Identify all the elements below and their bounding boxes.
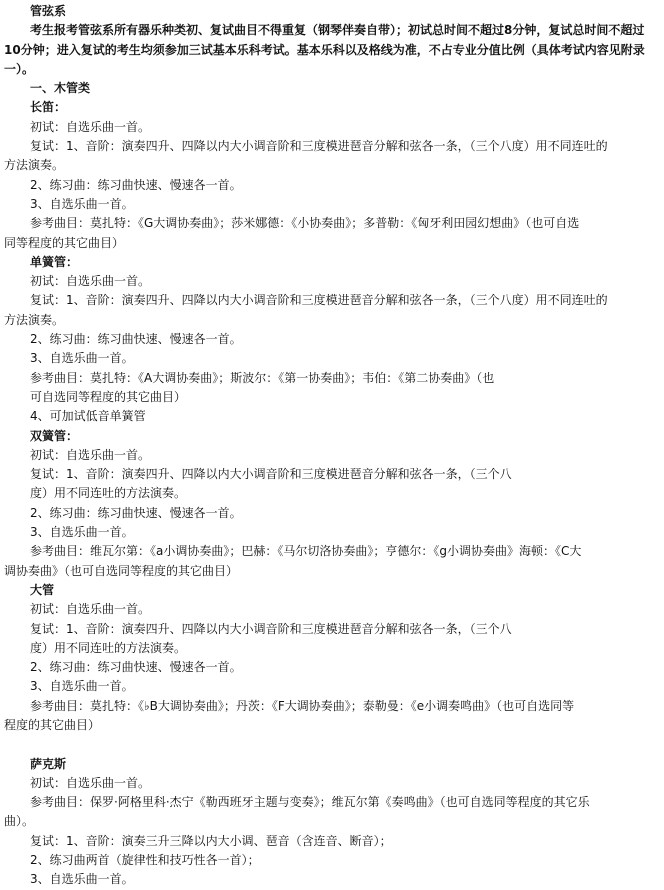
clarinet-piece: 3、自选乐曲一首。 bbox=[30, 351, 134, 366]
bassoon-repertoire-cont: 程度的其它曲目） bbox=[4, 717, 101, 732]
oboe-retest-scales-cont: 度）用不同连吐的方法演奏。 bbox=[30, 486, 187, 501]
oboe-prelim: 初试：自选乐曲一首。 bbox=[30, 447, 151, 462]
flute-heading: 长笛： bbox=[30, 100, 67, 115]
sax-heading: 萨克斯 bbox=[30, 756, 67, 771]
oboe-repertoire-cont: 调协奏曲》（也可自选同等程度的其它曲目） bbox=[4, 563, 239, 578]
clarinet-retest-scales: 复试：1、音阶：演奏四升、四降以内大小调音阶和三度模进琶音分解和弦各一条，（三个八度）用不同连吐的 bbox=[30, 293, 608, 308]
flute-piece: 3、自选乐曲一首。 bbox=[30, 196, 134, 211]
intro-paragraph: 考生报考管弦系所有器乐种类初、复试曲目不得重复（钢琴伴奏自带）；初试总时间不超过8分钟，复试总时间不超过10分钟；进入复试的考生均须参加三试基本乐科考试。基本乐科以及格线为准，不占专业分值比例（具体考试内容见附录一）。 bbox=[4, 23, 645, 76]
clarinet-repertoire: 参考曲目：莫扎特：《A大调协奏曲》；斯波尔：《第一协奏曲》；韦伯：《第二协奏曲》（也 bbox=[30, 370, 495, 385]
oboe-heading: 双簧管： bbox=[30, 428, 79, 443]
bassoon-etude: 2、练习曲：练习曲快速、慢速各一首。 bbox=[30, 660, 242, 675]
sax-piece: 3、自选乐曲一首。 bbox=[30, 872, 134, 887]
spacer bbox=[4, 735, 658, 754]
oboe-repertoire: 参考曲目：维瓦尔第：《a小调协奏曲》；巴赫：《马尔切洛协奏曲》；亨德尔：《g小调协奏曲》海顿：《C大 bbox=[30, 544, 582, 559]
page-title: 管弦系 bbox=[30, 4, 67, 18]
clarinet-prelim: 初试：自选乐曲一首。 bbox=[30, 274, 151, 289]
bassoon-prelim: 初试：自选乐曲一首。 bbox=[30, 602, 151, 617]
clarinet-extra: 4、可加试低音单簧管 bbox=[30, 409, 146, 424]
flute-prelim: 初试：自选乐曲一首。 bbox=[30, 119, 151, 134]
clarinet-heading: 单簧管： bbox=[30, 254, 79, 269]
sax-retest-scales: 复试：1、音阶：演奏三升三降以内大小调、琶音（含连音、断音）； bbox=[30, 833, 392, 848]
flute-repertoire-cont: 同等程度的其它曲目） bbox=[4, 235, 125, 250]
clarinet-retest-scales-cont: 方法演奏。 bbox=[4, 312, 65, 327]
sax-repertoire: 参考曲目：保罗·阿格里科·杰宁《勒西班牙主题与变奏》；维瓦尔第《奏鸣曲》（也可自选同等程度的其它乐 bbox=[30, 795, 590, 810]
sax-repertoire-cont: 曲）。 bbox=[4, 814, 35, 829]
flute-retest-scales-cont: 方法演奏。 bbox=[4, 158, 65, 173]
bassoon-retest-scales: 复试：1、音阶：演奏四升、四降以内大小调音阶和三度模进琶音分解和弦各一条，（三个八 bbox=[30, 621, 512, 636]
section-heading: 一、木管类 bbox=[30, 81, 91, 96]
clarinet-etude: 2、练习曲：练习曲快速、慢速各一首。 bbox=[30, 332, 242, 347]
oboe-retest-scales: 复试：1、音阶：演奏四升、四降以内大小调音阶和三度模进琶音分解和弦各一条，（三个八 bbox=[30, 467, 512, 482]
bassoon-retest-scales-cont: 度）用不同连吐的方法演奏。 bbox=[30, 640, 187, 655]
sax-prelim: 初试：自选乐曲一首。 bbox=[30, 775, 151, 790]
clarinet-repertoire-cont: 可自选同等程度的其它曲目） bbox=[30, 389, 187, 404]
flute-etude: 2、练习曲：练习曲快速、慢速各一首。 bbox=[30, 177, 242, 192]
bassoon-piece: 3、自选乐曲一首。 bbox=[30, 679, 134, 694]
flute-repertoire: 参考曲目：莫扎特：《G大调协奏曲》；莎米娜德：《小协奏曲》；多普勒：《匈牙利田园幻想曲》（也可自选 bbox=[30, 216, 580, 231]
oboe-piece: 3、自选乐曲一首。 bbox=[30, 525, 134, 540]
oboe-etude: 2、练习曲：练习曲快速、慢速各一首。 bbox=[30, 505, 242, 520]
bassoon-heading: 大管 bbox=[30, 582, 55, 597]
sax-etude: 2、练习曲两首（旋律性和技巧性各一首）； bbox=[30, 853, 260, 868]
bassoon-repertoire: 参考曲目：莫扎特：《♭B大调协奏曲》；丹茨：《F大调协奏曲》；泰勒曼：《e小调奏鸣曲》（也可自选同等 bbox=[30, 698, 575, 713]
flute-retest-scales: 复试：1、音阶：演奏四升、四降以内大小调音阶和三度模进琶音分解和弦各一条，（三个八度）用不同连吐的 bbox=[30, 139, 608, 154]
